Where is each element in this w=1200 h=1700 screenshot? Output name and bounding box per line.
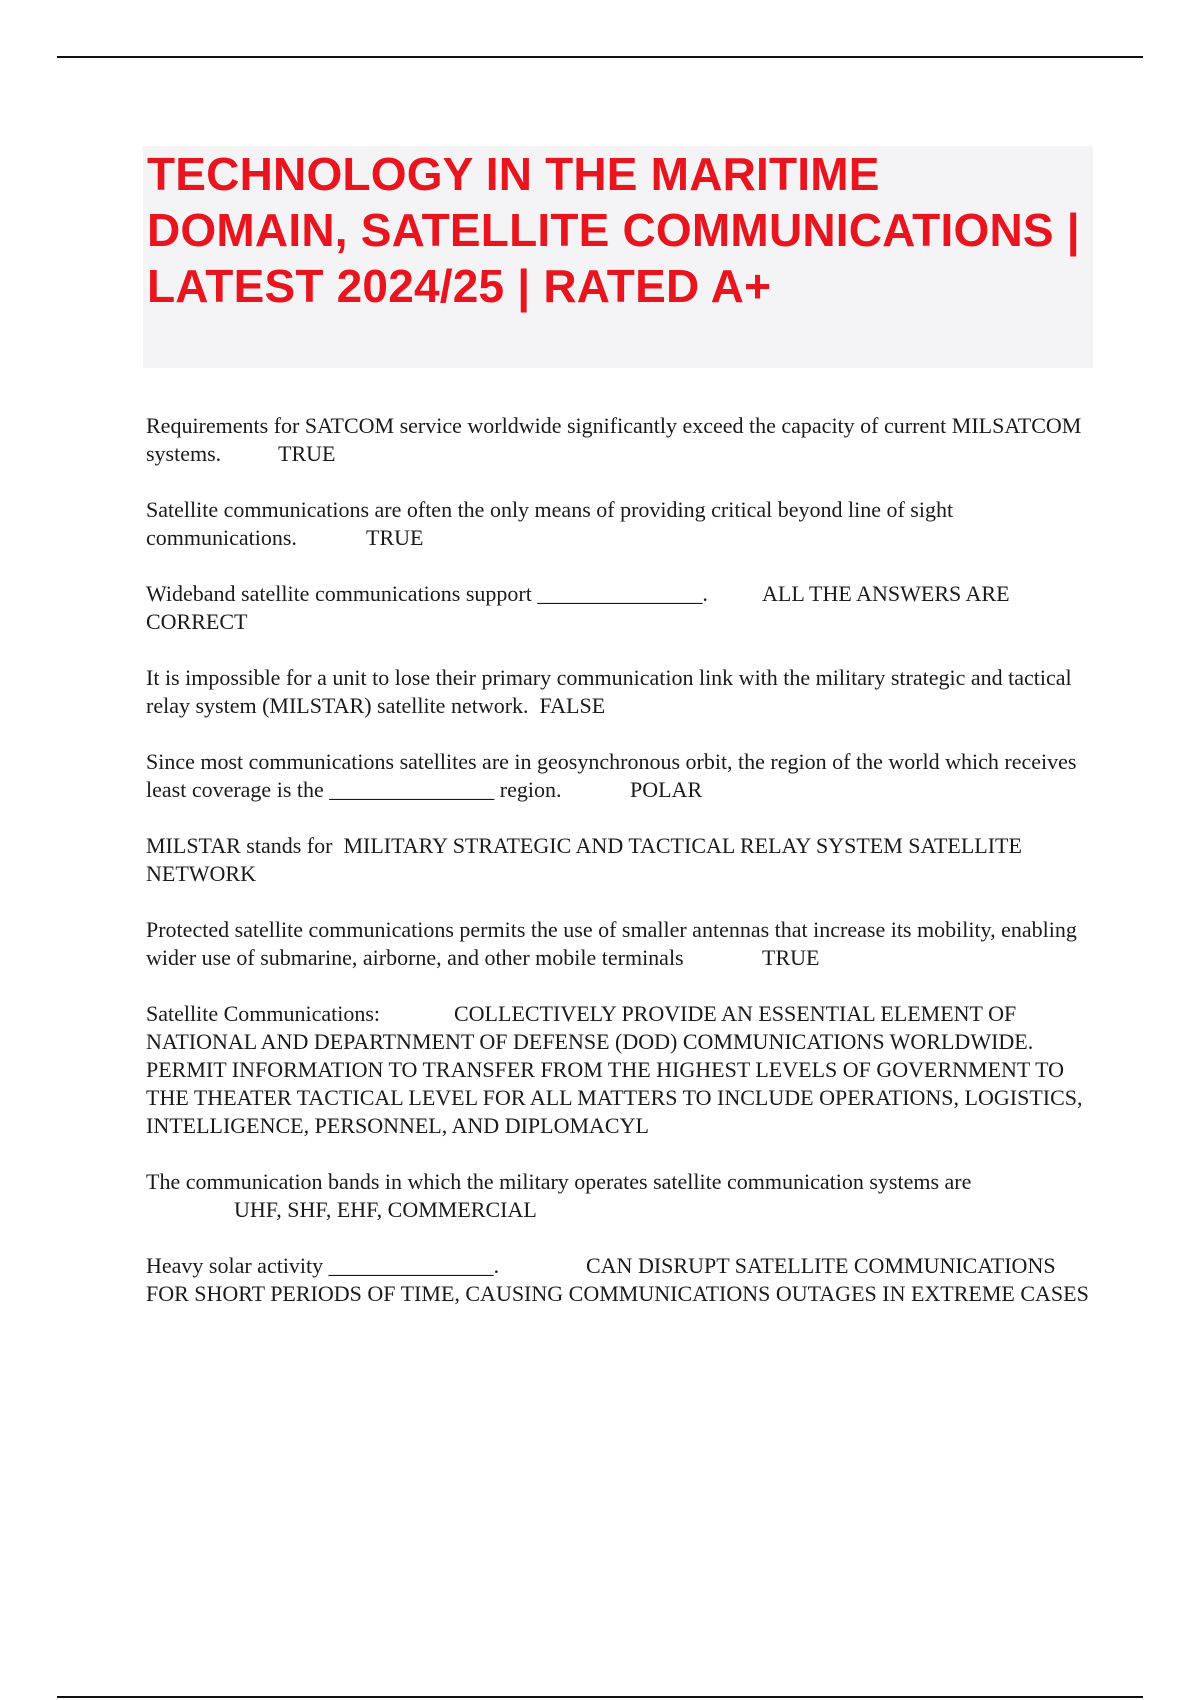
- qa-item: The communication bands in which the military operates satellite communication systems are UHF, SHF, EHF, COMMERCIAL: [146, 1169, 972, 1222]
- qa-item: Since most communications satellites are in geosynchronous orbit, the region of the world which receives least coverage is the _______________ region. POLAR: [146, 749, 1082, 802]
- qa-list: [146, 412, 1096, 1336]
- qa-item: MILSTAR stands for MILITARY STRATEGIC AND TACTICAL RELAY SYSTEM SATELLITE NETWORK: [146, 833, 1028, 886]
- bottom-rule: [57, 1696, 1143, 1698]
- qa-item: Requirements for SATCOM service worldwide significantly exceed the capacity of current MILSATCOM systems. TRUE: [146, 413, 1087, 466]
- qa-item: Satellite Communications: COLLECTIVELY PROVIDE AN ESSENTIAL ELEMENT OF NATIONAL AND DEPARTNMENT OF DEFENSE (DOD) COMMUNICATIONS WORLDWIDE. PERMIT INFORMATION TO TRANSFER FROM THE HIGHEST LEVELS OF GOVERNMENT TO THE THEATER TACTICAL LEVEL FOR ALL MATTERS TO INCLUDE OPERATIONS, LOGISTICS, INTELLIGENCE, PERSONNEL, AND DIPLOMACYL: [146, 1001, 1083, 1138]
- document-title: TECHNOLOGY IN THE MARITIME DOMAIN, SATELLITE COMMUNICATIONS | LATEST 2024/25 | RATED A+: [147, 148, 1080, 312]
- qa-item: Heavy solar activity _______________. CAN DISRUPT SATELLITE COMMUNICATIONS FOR SHORT PERIODS OF TIME, CAUSING COMMUNICATIONS OUTAGES IN EXTREME CASES: [146, 1253, 1089, 1306]
- qa-item: Satellite communications are often the only means of providing critical beyond line of sight communications. TRUE: [146, 497, 959, 550]
- title-banner: [143, 146, 1093, 368]
- qa-item: Wideband satellite communications support _______________. ALL THE ANSWERS ARE CORRECT: [146, 581, 1016, 634]
- qa-item: Protected satellite communications permits the use of smaller antennas that increase its mobility, enabling wider use of submarine, airborne, and other mobile terminals TRUE: [146, 917, 1083, 970]
- top-rule: [57, 56, 1143, 58]
- qa-item: It is impossible for a unit to lose their primary communication link with the military strategic and tactical relay system (MILSTAR) satellite network. FALSE: [146, 665, 1078, 718]
